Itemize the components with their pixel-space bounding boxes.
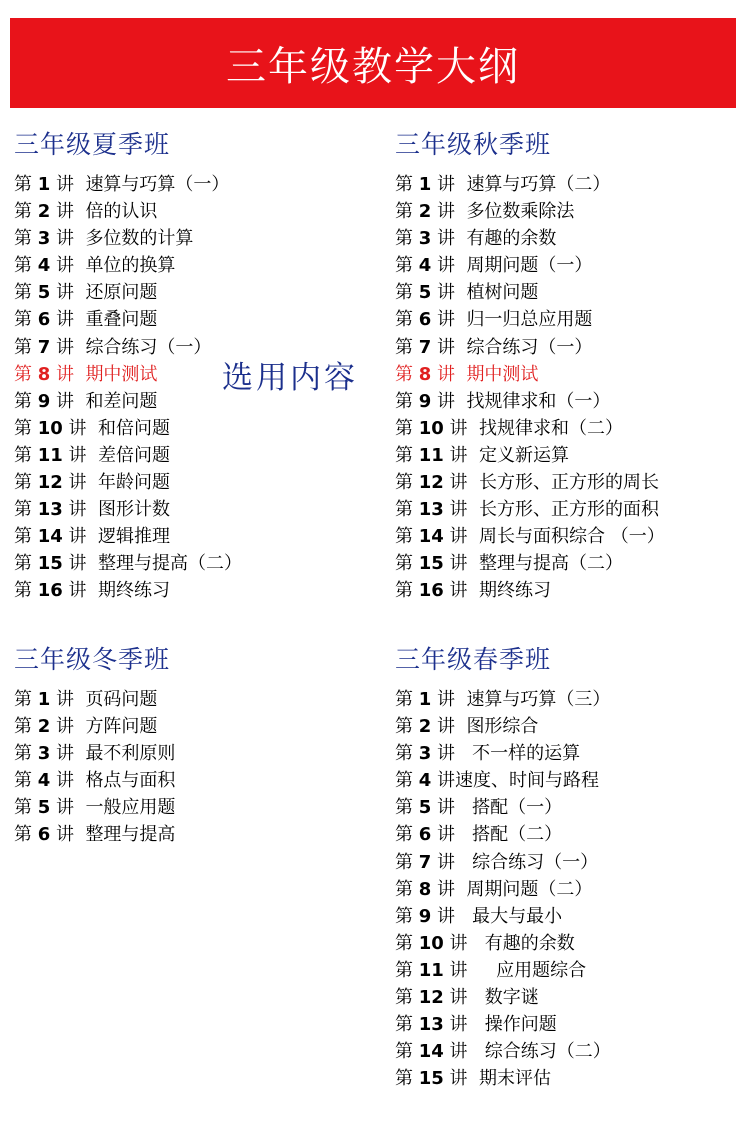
lesson-suffix: 讲 — [443, 1014, 479, 1036]
lesson-item — [14, 767, 374, 794]
lesson-name: 格点与面积 — [85, 770, 176, 792]
lesson-name: 归一归总应用题 — [466, 309, 593, 331]
title-banner — [10, 18, 736, 108]
lesson-item — [395, 984, 745, 1011]
lesson-item — [14, 794, 374, 821]
lesson-name: 不一样的运算 — [466, 743, 581, 765]
lesson-prefix: 第 — [395, 580, 419, 602]
lesson-suffix: 讲 — [50, 174, 86, 195]
lesson-number: 2 — [418, 716, 432, 738]
lesson-prefix: 第 — [14, 336, 38, 358]
lesson-prefix: 第 — [395, 1068, 419, 1090]
lesson-number: 13 — [418, 499, 444, 521]
lesson-suffix: 讲 — [62, 499, 98, 521]
lesson-suffix: 讲 — [62, 417, 98, 439]
lesson-number: 12 — [37, 472, 63, 494]
lesson-name: 整理与提高（二） — [97, 553, 242, 575]
lesson-prefix: 第 — [395, 959, 419, 981]
lesson-prefix: 第 — [14, 553, 38, 575]
lesson-name: 速度、时间与路程 — [455, 770, 599, 792]
lesson-item — [395, 1011, 745, 1038]
lesson-number: 3 — [37, 743, 51, 765]
lesson-name: 倍的认识 — [85, 201, 158, 223]
lesson-name: 多位数的计算 — [85, 228, 194, 250]
lesson-number: 8 — [418, 878, 432, 900]
lesson-number: 6 — [37, 824, 51, 846]
lesson-prefix: 第 — [395, 878, 419, 900]
lesson-item — [395, 1038, 745, 1065]
lesson-item — [395, 550, 745, 577]
lesson-number: 8 — [418, 363, 432, 385]
lesson-item — [14, 415, 374, 442]
lesson-item — [395, 821, 745, 848]
lesson-number: 13 — [37, 499, 63, 521]
lesson-suffix: 讲 — [431, 390, 467, 412]
lesson-item — [395, 1065, 745, 1092]
lesson-prefix: 第 — [395, 201, 419, 223]
lesson-number: 5 — [37, 282, 51, 304]
lesson-item — [395, 171, 745, 198]
lesson-number: 5 — [37, 797, 51, 819]
lesson-number: 13 — [418, 1014, 444, 1036]
lesson-prefix: 第 — [14, 228, 38, 250]
lesson-prefix: 第 — [14, 824, 38, 846]
lesson-suffix: 讲 — [431, 716, 467, 738]
lesson-number: 15 — [418, 553, 444, 575]
lesson-prefix: 第 — [395, 444, 419, 466]
lesson-prefix: 第 — [14, 444, 38, 466]
lesson-prefix: 第 — [14, 174, 38, 195]
lesson-number: 3 — [418, 743, 432, 765]
lesson-number: 14 — [418, 526, 444, 548]
lesson-item — [395, 713, 745, 740]
lesson-suffix: 讲 — [431, 363, 467, 385]
lesson-item — [14, 550, 374, 577]
lesson-name: 找规律求和（二） — [478, 417, 623, 439]
lesson-prefix: 第 — [14, 417, 38, 439]
lesson-suffix: 讲 — [443, 1041, 479, 1063]
lesson-number: 12 — [418, 987, 444, 1009]
lesson-prefix: 第 — [14, 770, 38, 792]
lesson-prefix: 第 — [395, 255, 419, 277]
lesson-prefix: 第 — [395, 743, 419, 765]
lesson-name: 还原问题 — [85, 282, 158, 304]
lesson-prefix: 第 — [14, 580, 38, 602]
page-title: 三年级教学大纲 — [226, 43, 520, 90]
lesson-name: 植树问题 — [466, 282, 539, 304]
lesson-item — [395, 930, 745, 957]
lesson-suffix: 讲 — [431, 905, 467, 927]
lesson-suffix: 讲 — [50, 201, 86, 223]
lesson-name: 有趣的余数 — [466, 228, 557, 250]
lesson-prefix: 第 — [395, 553, 419, 575]
lesson-prefix: 第 — [395, 309, 419, 331]
lesson-number: 14 — [418, 1041, 444, 1063]
lesson-prefix: 第 — [14, 526, 38, 548]
lesson-item — [395, 794, 745, 821]
lesson-number: 6 — [418, 824, 432, 846]
lesson-prefix: 第 — [14, 499, 38, 521]
lesson-suffix: 讲 — [62, 553, 98, 575]
lesson-item — [395, 306, 745, 333]
lesson-name: 重叠问题 — [85, 309, 158, 331]
lesson-prefix: 第 — [395, 174, 419, 195]
lesson-suffix: 讲 — [443, 417, 479, 439]
lesson-name: 速算与巧算（三） — [466, 689, 611, 710]
lesson-name: 周期问题（一） — [466, 255, 593, 277]
lesson-suffix: 讲 — [443, 499, 479, 521]
lesson-name: 操作问题 — [478, 1014, 557, 1036]
lesson-number: 15 — [37, 553, 63, 575]
lesson-prefix: 第 — [395, 1041, 419, 1063]
lesson-number: 1 — [37, 689, 51, 710]
lesson-name: 期中测试 — [466, 363, 539, 385]
lesson-item — [14, 496, 374, 523]
lesson-item — [395, 957, 745, 984]
lesson-item — [14, 686, 374, 713]
lesson-name: 长方形、正方形的周长 — [478, 472, 659, 494]
lesson-number: 11 — [37, 444, 63, 466]
lesson-prefix: 第 — [395, 363, 419, 385]
lesson-name: 方阵问题 — [85, 716, 158, 738]
lesson-number: 1 — [418, 689, 432, 710]
lesson-number: 5 — [418, 282, 432, 304]
lesson-number: 12 — [418, 472, 444, 494]
lesson-suffix: 讲 — [443, 444, 479, 466]
lesson-list — [395, 171, 745, 605]
lesson-number: 9 — [418, 390, 432, 412]
lesson-item — [14, 577, 374, 604]
lesson-suffix: 讲 — [443, 932, 479, 954]
lesson-prefix: 第 — [14, 472, 38, 494]
lesson-item — [14, 740, 374, 767]
section-title: 三年级春季班 — [395, 645, 552, 674]
lesson-item — [395, 388, 745, 415]
lesson-suffix: 讲 — [443, 580, 479, 602]
lesson-suffix: 讲 — [443, 1068, 479, 1090]
lesson-number: 10 — [418, 932, 444, 954]
lesson-suffix: 讲 — [50, 390, 86, 412]
lesson-list — [395, 686, 745, 1092]
lesson-number: 1 — [418, 174, 432, 195]
lesson-suffix: 讲 — [431, 228, 467, 250]
lesson-prefix: 第 — [395, 987, 419, 1009]
lesson-prefix: 第 — [395, 905, 419, 927]
lesson-name: 图形计数 — [97, 499, 170, 521]
lesson-suffix: 讲 — [431, 174, 467, 195]
lesson-item — [395, 469, 745, 496]
lesson-item — [395, 496, 745, 523]
lesson-suffix: 讲 — [50, 770, 86, 792]
lesson-item — [395, 577, 745, 604]
section-winter — [14, 640, 374, 849]
lesson-suffix: 讲 — [431, 255, 467, 277]
lesson-name: 整理与提高 — [85, 824, 176, 846]
lesson-name: 差倍问题 — [97, 444, 170, 466]
lesson-suffix: 讲 — [50, 282, 86, 304]
lesson-prefix: 第 — [14, 797, 38, 819]
lesson-number: 11 — [418, 444, 444, 466]
lesson-number: 6 — [37, 309, 51, 331]
lesson-prefix: 第 — [395, 1014, 419, 1036]
lesson-item — [395, 252, 745, 279]
lesson-item — [14, 713, 374, 740]
lesson-suffix: 讲 — [431, 336, 467, 358]
lesson-item — [395, 442, 745, 469]
lesson-name: 一般应用题 — [85, 797, 176, 819]
lesson-number: 10 — [418, 417, 444, 439]
lesson-name: 周长与面积综合 （一） — [478, 526, 665, 548]
lesson-prefix: 第 — [395, 689, 419, 710]
section-autumn — [395, 125, 745, 605]
lesson-name: 期末评估 — [478, 1068, 551, 1090]
lesson-name: 定义新运算 — [478, 444, 569, 466]
lesson-name: 最大与最小 — [466, 905, 563, 927]
lesson-name: 和差问题 — [85, 390, 158, 412]
lesson-name: 期终练习 — [478, 580, 551, 602]
lesson-suffix: 讲 — [62, 472, 98, 494]
lesson-suffix: 讲 — [50, 797, 86, 819]
lesson-prefix: 第 — [14, 689, 38, 710]
lesson-prefix: 第 — [14, 201, 38, 223]
lesson-number: 7 — [37, 336, 51, 358]
lesson-suffix: 讲 — [431, 878, 467, 900]
lesson-name: 速算与巧算（二） — [466, 174, 611, 195]
lesson-number: 2 — [37, 201, 51, 223]
lesson-name: 逻辑推理 — [97, 526, 170, 548]
lesson-name: 有趣的余数 — [478, 932, 575, 954]
lesson-name: 整理与提高（二） — [478, 553, 623, 575]
lesson-suffix: 讲 — [443, 987, 479, 1009]
lesson-item — [14, 171, 374, 198]
lesson-name: 单位的换算 — [85, 255, 176, 277]
lesson-number: 16 — [37, 580, 63, 602]
lesson-suffix: 讲 — [62, 526, 98, 548]
lesson-number: 2 — [37, 716, 51, 738]
lesson-number: 3 — [418, 228, 432, 250]
lesson-prefix: 第 — [395, 824, 419, 846]
lesson-number: 9 — [418, 905, 432, 927]
section-title: 三年级冬季班 — [14, 645, 171, 674]
lesson-item — [395, 767, 745, 794]
lesson-item — [395, 876, 745, 903]
lesson-item — [14, 198, 374, 225]
lesson-number: 10 — [37, 417, 63, 439]
lesson-item — [395, 225, 745, 252]
lesson-item — [14, 252, 374, 279]
lesson-number: 7 — [418, 336, 432, 358]
lesson-number: 4 — [37, 770, 51, 792]
lesson-prefix: 第 — [14, 390, 38, 412]
lesson-suffix: 讲 — [443, 472, 479, 494]
lesson-item — [395, 523, 745, 550]
lesson-item — [395, 279, 745, 306]
lesson-suffix: 讲 — [431, 743, 467, 765]
section-title: 三年级夏季班 — [14, 130, 171, 159]
lesson-suffix: 讲 — [443, 526, 479, 548]
lesson-number: 2 — [418, 201, 432, 223]
lesson-number: 15 — [418, 1068, 444, 1090]
lesson-prefix: 第 — [14, 363, 38, 385]
lesson-number: 6 — [418, 309, 432, 331]
lesson-name: 页码问题 — [85, 689, 158, 710]
lesson-item — [395, 849, 745, 876]
optional-content-label: 选用内容 — [222, 360, 358, 396]
lesson-name: 搭配（一） — [466, 797, 563, 819]
lesson-suffix: 讲 — [431, 851, 467, 873]
lesson-prefix: 第 — [395, 716, 419, 738]
lesson-prefix: 第 — [14, 282, 38, 304]
lesson-suffix: 讲 — [50, 824, 86, 846]
lesson-suffix: 讲 — [431, 689, 467, 710]
lesson-number: 9 — [37, 390, 51, 412]
lesson-prefix: 第 — [14, 309, 38, 331]
lesson-name: 多位数乘除法 — [466, 201, 575, 223]
lesson-name: 应用题综合 — [478, 959, 587, 981]
lesson-prefix: 第 — [395, 282, 419, 304]
lesson-suffix: 讲 — [431, 201, 467, 223]
lesson-name: 年龄问题 — [97, 472, 170, 494]
lesson-prefix: 第 — [14, 743, 38, 765]
lesson-suffix: 讲 — [443, 553, 479, 575]
lesson-number: 16 — [418, 580, 444, 602]
lesson-number: 7 — [418, 851, 432, 873]
lesson-item — [395, 361, 745, 388]
lesson-prefix: 第 — [395, 851, 419, 873]
lesson-name: 搭配（二） — [466, 824, 563, 846]
lesson-number: 11 — [418, 959, 444, 981]
lesson-item — [395, 686, 745, 713]
lesson-prefix: 第 — [14, 255, 38, 277]
lesson-suffix: 讲 — [50, 689, 86, 710]
lesson-suffix: 讲 — [431, 309, 467, 331]
lesson-suffix: 讲 — [50, 716, 86, 738]
lesson-prefix: 第 — [395, 932, 419, 954]
lesson-number: 4 — [418, 770, 432, 792]
lesson-prefix: 第 — [14, 716, 38, 738]
lesson-suffix: 讲 — [431, 770, 455, 792]
lesson-suffix: 讲 — [443, 959, 479, 981]
lesson-item — [14, 306, 374, 333]
lesson-number: 1 — [37, 174, 51, 195]
lesson-name: 和倍问题 — [97, 417, 170, 439]
lesson-item — [14, 469, 374, 496]
lesson-suffix: 讲 — [50, 743, 86, 765]
lesson-prefix: 第 — [395, 336, 419, 358]
lesson-suffix: 讲 — [50, 363, 86, 385]
lesson-item — [395, 334, 745, 361]
lesson-item — [395, 903, 745, 930]
lesson-suffix: 讲 — [50, 336, 86, 358]
lesson-number: 8 — [37, 363, 51, 385]
lesson-prefix: 第 — [395, 797, 419, 819]
lesson-prefix: 第 — [395, 526, 419, 548]
lesson-suffix: 讲 — [62, 444, 98, 466]
section-spring — [395, 640, 745, 1092]
lesson-number: 5 — [418, 797, 432, 819]
lesson-name: 图形综合 — [466, 716, 539, 738]
lesson-prefix: 第 — [395, 770, 419, 792]
lesson-suffix: 讲 — [50, 255, 86, 277]
lesson-item — [14, 442, 374, 469]
lesson-number: 14 — [37, 526, 63, 548]
lesson-name: 综合练习（二） — [478, 1041, 611, 1063]
lesson-name: 周期问题（二） — [466, 878, 593, 900]
lesson-name: 期终练习 — [97, 580, 170, 602]
lesson-item — [14, 279, 374, 306]
lesson-suffix: 讲 — [50, 228, 86, 250]
lesson-prefix: 第 — [395, 499, 419, 521]
lesson-suffix: 讲 — [62, 580, 98, 602]
lesson-item — [14, 225, 374, 252]
lesson-name: 综合练习（一） — [85, 336, 212, 358]
lesson-name: 综合练习（一） — [466, 851, 599, 873]
lesson-suffix: 讲 — [431, 824, 467, 846]
lesson-suffix: 讲 — [431, 797, 467, 819]
lesson-item — [14, 523, 374, 550]
lesson-list — [14, 686, 374, 849]
lesson-suffix: 讲 — [431, 282, 467, 304]
lesson-suffix: 讲 — [50, 309, 86, 331]
lesson-name: 综合练习（一） — [466, 336, 593, 358]
lesson-name: 最不利原则 — [85, 743, 176, 765]
lesson-prefix: 第 — [395, 228, 419, 250]
lesson-item — [395, 415, 745, 442]
lesson-item — [395, 740, 745, 767]
lesson-prefix: 第 — [395, 390, 419, 412]
lesson-prefix: 第 — [395, 472, 419, 494]
lesson-name: 找规律求和（一） — [466, 390, 611, 412]
lesson-name: 期中测试 — [85, 363, 158, 385]
lesson-name: 数字谜 — [478, 987, 539, 1009]
lesson-item — [14, 821, 374, 848]
lesson-item — [395, 198, 745, 225]
section-title: 三年级秋季班 — [395, 130, 552, 159]
lesson-name: 长方形、正方形的面积 — [478, 499, 659, 521]
lesson-number: 3 — [37, 228, 51, 250]
lesson-name: 速算与巧算（一） — [85, 174, 230, 195]
lesson-number: 4 — [37, 255, 51, 277]
lesson-number: 4 — [418, 255, 432, 277]
lesson-prefix: 第 — [395, 417, 419, 439]
